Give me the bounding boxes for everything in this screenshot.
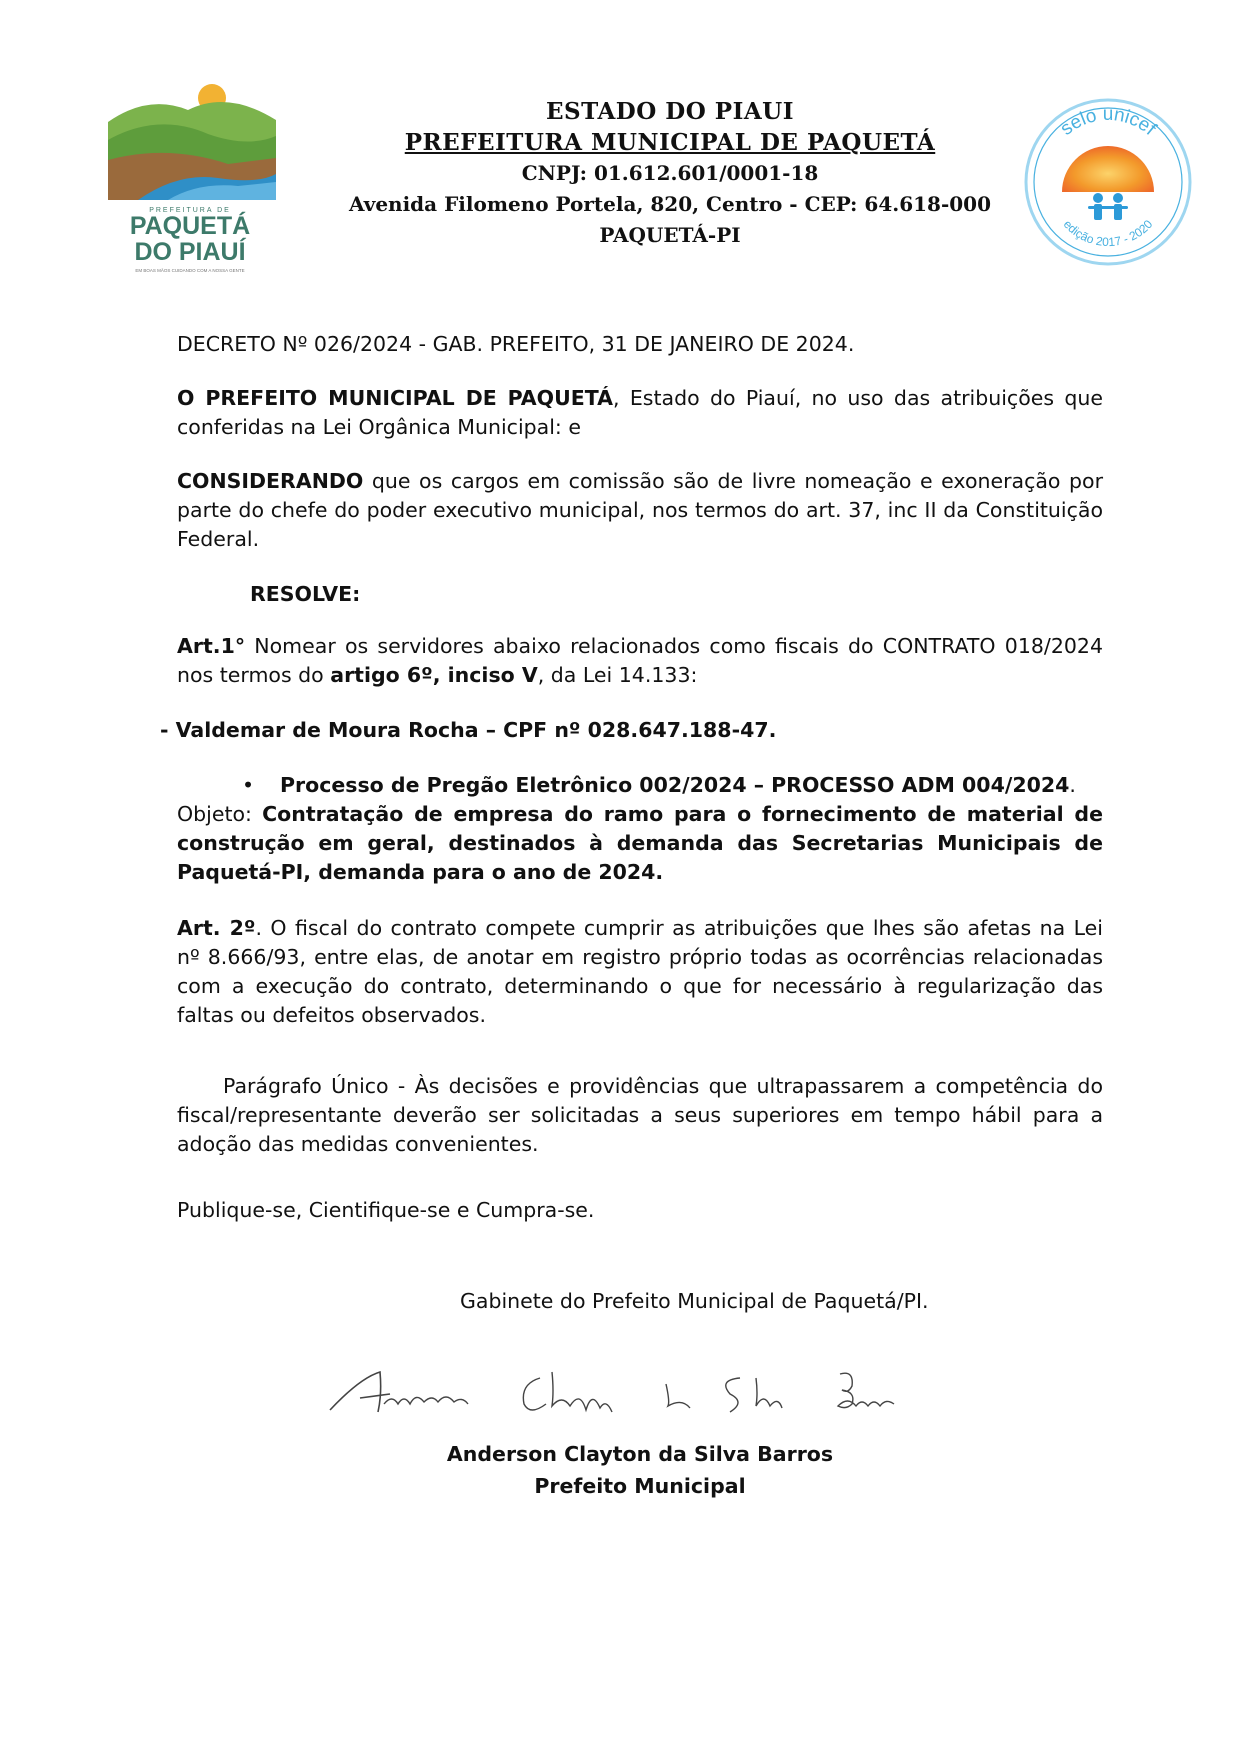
art1-label: Art.1° (177, 634, 246, 658)
unicef-seal (1022, 96, 1194, 268)
handwritten-signature (320, 1358, 940, 1430)
header-state: ESTADO DO PIAUI (545, 98, 795, 125)
resolve-label: RESOLVE: (250, 582, 361, 606)
paqueta-logo-graphic (108, 82, 304, 292)
art2-text: . O fiscal do contrato compete cumprir as atribuições que lhes são afetas na Lei nº 8.666/93, entre elas, de anotar em registro próprio todas as ocorrências relacionadas com a execução do contrato, determinando o que for necessário à regularização das faltas ou defeitos observados. (177, 916, 1103, 1027)
decree-resolve (250, 580, 650, 609)
logo-name-line2: DO PIAUÍ (134, 238, 246, 266)
logo-small-text: PREFEITURA DE (149, 207, 231, 214)
seal-bottom-text: edição 2017 - 2020 (1060, 217, 1156, 250)
process-item (242, 771, 1110, 800)
objeto-text: Contratação de empresa do ramo para o fornecimento de material de construção em geral, destinados à demanda das Secretarias Municipais de Paquetá-PI, demanda para o ano de 2024. (177, 802, 1103, 884)
process-text: Processo de Pregão Eletrônico 002/2024 – PROCESSO ADM 004/2024 (280, 773, 1070, 797)
art1-bold: artigo 6º, inciso V (330, 663, 538, 687)
signer-title: Prefeito Municipal (534, 1474, 746, 1498)
intro-text: , Estado do Piauí, no uso das atribuições que conferidas na Lei Orgânica Municipal: e (177, 386, 1103, 439)
objeto-label: Objeto: (177, 802, 263, 826)
signer-name: Anderson Clayton da Silva Barros (446, 1442, 834, 1466)
decree-considerando (177, 467, 1103, 554)
decree-objeto (177, 800, 1103, 887)
paqueta-logo (108, 82, 304, 292)
logo-tagline: EM BOAS MÃOS CUIDANDO COM A NOSSA GENTE (135, 268, 245, 273)
bullet-icon: • (242, 773, 255, 797)
art1-text-a: Nomear os servidores abaixo relacionados como fiscais do CONTRATO 018/2024 nos termos do (177, 634, 1103, 687)
decree-title: DECRETO Nº 026/2024 - GAB. PREFEITO, 31 DE JANEIRO DE 2024. (177, 332, 855, 356)
logo-name-line1: PAQUETÁ (129, 212, 251, 240)
paragrafo-unico: Parágrafo Único - Às decisões e providências que ultrapassarem a competência do fiscal/representante deverão ser solicitadas a seus superiores em tempo hábil para a adoção das medidas convenientes. (177, 1074, 1103, 1156)
gabinete-line: Gabinete do Prefeito Municipal de Paquetá/PI. (460, 1289, 929, 1313)
unicef-seal-graphic (1022, 96, 1194, 268)
header-cnpj: CNPJ: 01.612.601/0001-18 (521, 161, 819, 185)
intro-bold: O PREFEITO MUNICIPAL DE PAQUETÁ (177, 386, 613, 410)
seal-top-text: selo unicef (1056, 104, 1160, 140)
considerando-bold: CONSIDERANDO (177, 469, 364, 493)
letterhead (320, 96, 1020, 251)
header-prefeitura: PREFEITURA MUNICIPAL DE PAQUETÁ (404, 129, 936, 156)
decree-intro (177, 384, 1103, 442)
signer-block (340, 1440, 940, 1501)
process-end: . (1069, 773, 1076, 797)
art2-label: Art. 2º (177, 916, 256, 940)
signature-graphic (320, 1358, 940, 1430)
header-city: PAQUETÁ-PI (599, 223, 741, 247)
considerando-text: que os cargos em comissão são de livre nomeação e exoneração por parte do chefe do poder executivo municipal, nos termos do art. 37, inc II da Constituição Federal. (177, 469, 1103, 551)
decree-art1 (177, 632, 1103, 690)
decree-art2 (177, 914, 1103, 1030)
art1-text-b: , da Lei 14.133: (537, 663, 698, 687)
person-line: - Valdemar de Moura Rocha – CPF nº 028.647.188-47. (160, 718, 777, 742)
publique-se: Publique-se, Cientifique-se e Cumpra-se. (177, 1198, 595, 1222)
header-address: Avenida Filomeno Portela, 820, Centro - CEP: 64.618-000 (348, 192, 991, 216)
appointed-person (160, 716, 1060, 745)
